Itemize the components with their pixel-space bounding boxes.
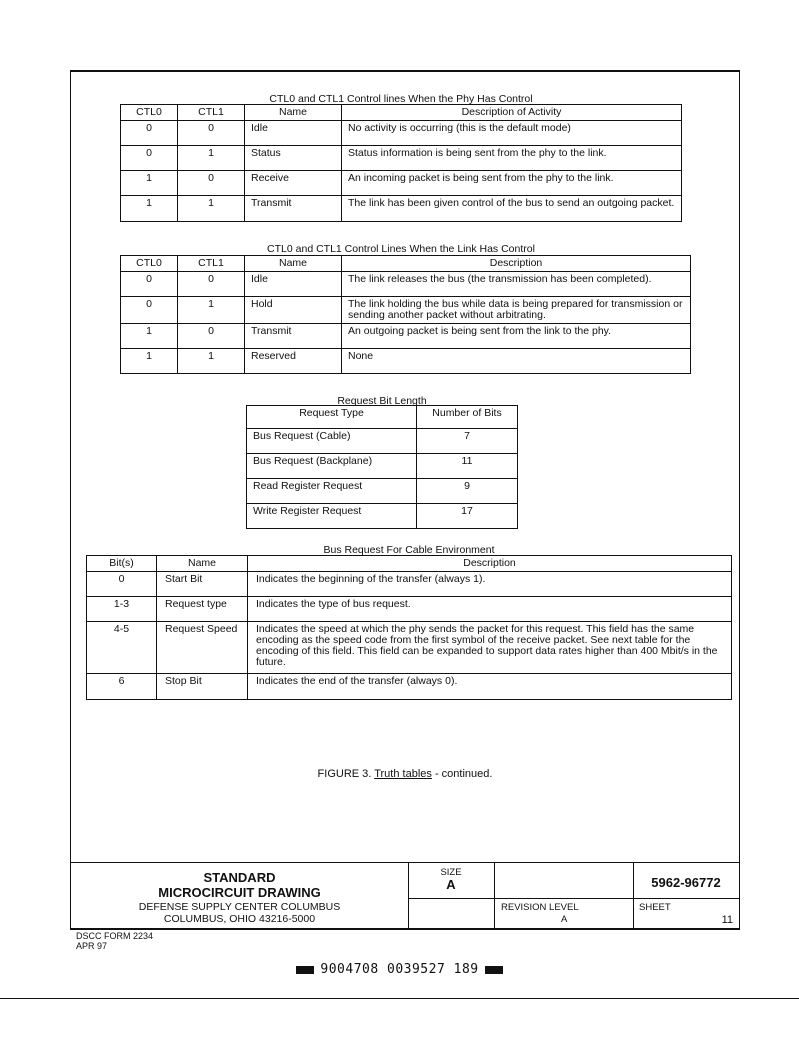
table3-header: Number of Bits (417, 406, 518, 429)
table-row (121, 121, 682, 146)
table-cell: 1 (178, 146, 245, 171)
table-cell: 1 (121, 349, 178, 374)
barcode-line (0, 962, 799, 977)
title-drawing: MICROCIRCUIT DRAWING (158, 885, 321, 900)
figure-suffix: - continued. (434, 768, 493, 780)
drawing-number: 5962-96772 (651, 875, 721, 890)
table-row (247, 429, 518, 454)
table-row (121, 349, 691, 374)
table-cell: The link releases the bus (the transmission has been completed). (342, 272, 691, 297)
form-number: DSCC FORM 2234 (76, 931, 154, 941)
table-cell: Indicates the beginning of the transfer (always 1). (248, 572, 732, 597)
table-row (87, 572, 732, 597)
table-cell: Idle (245, 121, 342, 146)
table-row (121, 324, 691, 349)
table-cell: 0 (87, 572, 157, 597)
bottom-rule (0, 998, 799, 999)
table4 (86, 555, 732, 700)
table-cell: Status information is being sent from the phy to the link. (342, 146, 682, 171)
table-cell: Request Speed (157, 622, 248, 674)
table-cell: Hold (245, 297, 342, 324)
table4-header-row (87, 556, 732, 572)
table2 (120, 255, 691, 374)
table-row (247, 479, 518, 504)
size-value: A (446, 877, 456, 892)
figure-caption (70, 768, 740, 780)
table-cell: Transmit (245, 324, 342, 349)
barcode-text: 9004708 0039527 189 (320, 962, 479, 977)
table-row (121, 171, 682, 196)
table-cell: 0 (121, 121, 178, 146)
title-address: COLUMBUS, OHIO 43216-5000 (163, 913, 316, 925)
table2-header: Name (245, 256, 342, 272)
form-date: APR 97 (76, 941, 108, 951)
table-cell: 0 (121, 272, 178, 297)
table-cell: No activity is occurring (this is the default mode) (342, 121, 682, 146)
table-row (247, 454, 518, 479)
size-label: SIZE (440, 867, 462, 878)
table-cell: Bus Request (Cable) (247, 429, 417, 454)
table1-caption: CTL0 and CTL1 Control lines When the Phy Has Control (269, 93, 533, 105)
table1 (120, 104, 682, 222)
table-cell: 1-3 (87, 597, 157, 622)
table-row (87, 597, 732, 622)
table2-caption: CTL0 and CTL1 Control Lines When the Link Has Control (267, 243, 535, 255)
table-cell: Write Register Request (247, 504, 417, 529)
table-cell: Status (245, 146, 342, 171)
barcode-block-right (485, 966, 503, 974)
table-cell: 0 (178, 171, 245, 196)
table-cell: 6 (87, 674, 157, 700)
table3 (246, 405, 518, 529)
table-cell: 9 (417, 479, 518, 504)
table-cell: Reserved (245, 349, 342, 374)
table-row (121, 272, 691, 297)
table-cell: Idle (245, 272, 342, 297)
table-cell: Indicates the end of the transfer (always 0). (248, 674, 732, 700)
table-cell: 1 (121, 171, 178, 196)
table-cell: 1 (178, 297, 245, 324)
table-cell: None (342, 349, 691, 374)
table-cell: The link holding the bus while data is being prepared for transmission or sending another packet without arbitrating. (342, 297, 691, 324)
table2-header: Description (342, 256, 691, 272)
table-cell: Receive (245, 171, 342, 196)
table-row (247, 504, 518, 529)
table-cell: Read Register Request (247, 479, 417, 504)
table-cell: 0 (121, 146, 178, 171)
table-cell: 4-5 (87, 622, 157, 674)
table3-header: Request Type (247, 406, 417, 429)
table-cell: Stop Bit (157, 674, 248, 700)
revision-label: REVISION LEVEL (501, 902, 579, 913)
table-cell: 17 (417, 504, 518, 529)
barcode-block-left (296, 966, 314, 974)
title-center: DEFENSE SUPPLY CENTER COLUMBUS (138, 901, 341, 913)
table-cell: 1 (121, 196, 178, 222)
table-cell: Start Bit (157, 572, 248, 597)
table-cell: 1 (178, 196, 245, 222)
sheet-label: SHEET (639, 902, 671, 913)
table-row (87, 674, 732, 700)
table-cell: 1 (121, 324, 178, 349)
table4-header: Bit(s) (87, 556, 157, 572)
title-block (70, 862, 740, 930)
table-row (121, 146, 682, 171)
table1-header: CTL1 (178, 105, 245, 121)
table3-header-row (247, 406, 518, 429)
table4-header: Description (248, 556, 732, 572)
table3-caption: Request Bit Length (337, 395, 427, 407)
table-cell: The link has been given control of the bus to send an outgoing packet. (342, 196, 682, 222)
table-cell: 7 (417, 429, 518, 454)
table-cell: Bus Request (Backplane) (247, 454, 417, 479)
table-cell: 0 (178, 121, 245, 146)
table-cell: An incoming packet is being sent from the phy to the link. (342, 171, 682, 196)
table1-header: Name (245, 105, 342, 121)
table-cell: Indicates the speed at which the phy sends the packet for this request. This field has the same encoding as the speed code from the first symbol of the receive packet. See next table for the encoding of this field. This field can be expanded to support data rates higher than 400 Mbit/s in the future. (248, 622, 732, 674)
table-cell: Request type (157, 597, 248, 622)
figure-title: Truth tables (374, 768, 432, 780)
table2-header-row (121, 256, 691, 272)
table4-header: Name (157, 556, 248, 572)
table4-caption: Bus Request For Cable Environment (323, 544, 495, 556)
table-cell: 0 (121, 297, 178, 324)
table-cell: An outgoing packet is being sent from the link to the phy. (342, 324, 691, 349)
form-identifier (76, 931, 153, 951)
table-cell: Transmit (245, 196, 342, 222)
title-standard: STANDARD (203, 870, 276, 885)
table-row (121, 196, 682, 222)
figure-number: FIGURE 3. (317, 768, 372, 780)
table-cell: 1 (178, 349, 245, 374)
table1-header: Description of Activity (342, 105, 682, 121)
table2-header: CTL1 (178, 256, 245, 272)
table-cell: 11 (417, 454, 518, 479)
table1-header: CTL0 (121, 105, 178, 121)
table2-header: CTL0 (121, 256, 178, 272)
table-cell: Indicates the type of bus request. (248, 597, 732, 622)
table-cell: 0 (178, 324, 245, 349)
revision-value: A (561, 914, 568, 925)
table-cell: 0 (178, 272, 245, 297)
table1-header-row (121, 105, 682, 121)
sheet-value: 11 (721, 914, 733, 926)
table-row (121, 297, 691, 324)
table-row (87, 622, 732, 674)
